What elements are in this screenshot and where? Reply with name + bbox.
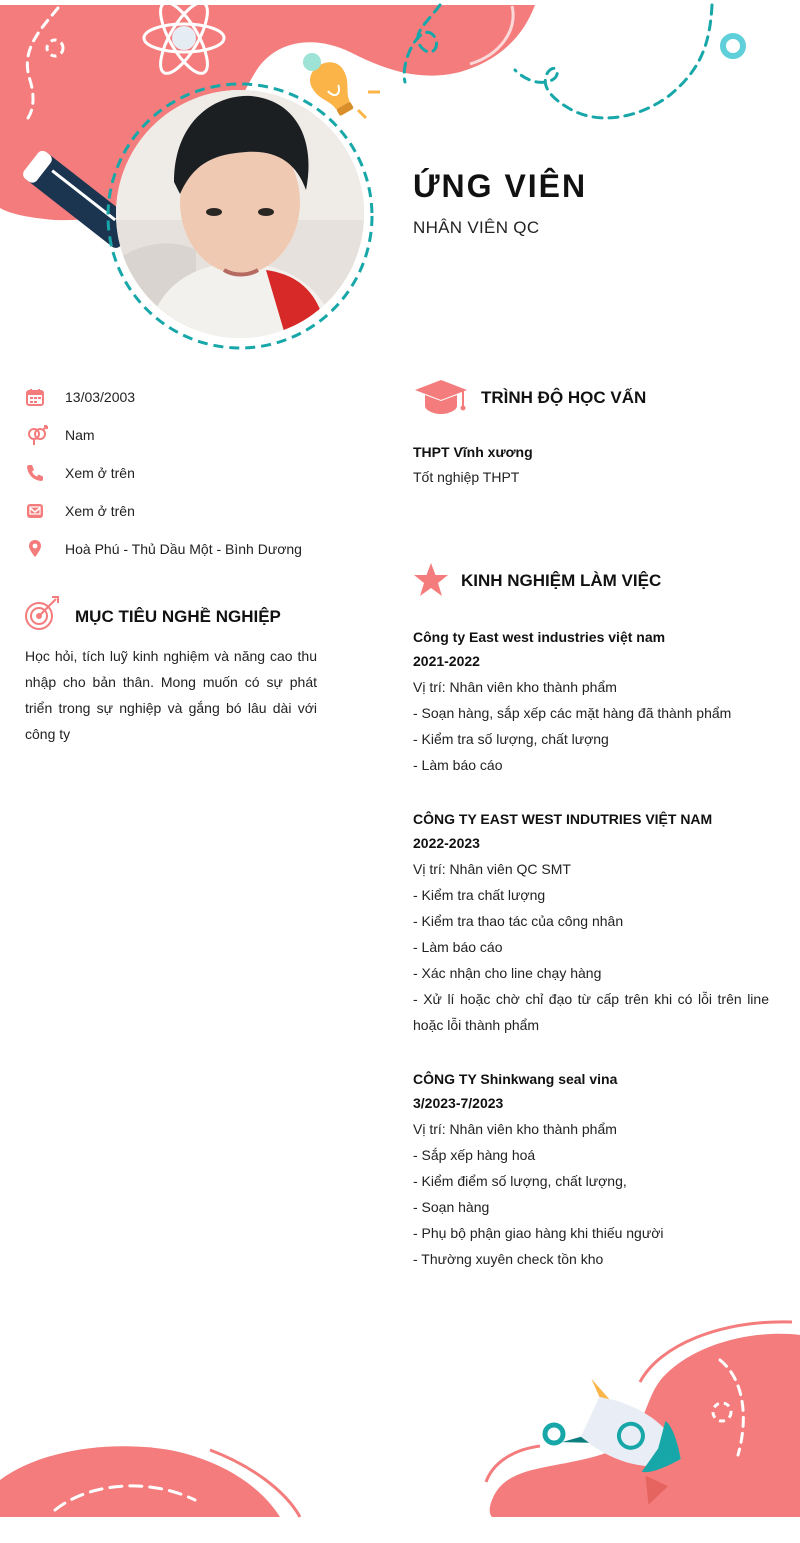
info-value: Xem ở trên: [65, 465, 135, 481]
job-entry-2: [413, 807, 769, 1038]
job-line: - Xử lí hoặc chờ chỉ đạo từ cấp trên khi có lỗi trên line hoặc lỗi thành phẩm: [413, 991, 769, 1033]
job-line: Vị trí: Nhân viên QC SMT: [413, 861, 571, 877]
education-school: THPT Vĩnh xương: [413, 444, 533, 460]
info-value: Xem ở trên: [65, 503, 135, 519]
job-line: - Kiểm điểm số lượng, chất lượng,: [413, 1173, 627, 1189]
location-pin-icon: [25, 537, 65, 561]
education-degree: Tốt nghiệp THPT: [413, 469, 520, 485]
profile-photo: [116, 90, 364, 338]
candidate-name: ỨNG VIÊN: [413, 168, 588, 204]
info-phone: [25, 461, 135, 485]
info-address: [25, 537, 302, 561]
info-value: Nam: [65, 427, 95, 443]
job-line: Vị trí: Nhân viên kho thành phẩm: [413, 679, 617, 695]
bottom-left-blob: [0, 1446, 280, 1517]
job-line: - Làm báo cáo: [413, 757, 503, 773]
job-line: - Làm báo cáo: [413, 939, 503, 955]
job-entry-3: [413, 1067, 769, 1272]
info-birthdate: [25, 385, 135, 409]
bottom-decoration: [0, 1300, 800, 1543]
info-gender: [25, 423, 95, 447]
job-line: Vị trí: Nhân viên kho thành phẩm: [413, 1121, 617, 1137]
objective-title: MỤC TIÊU NGHỀ NGHIỆP: [75, 607, 281, 626]
job-line: - Kiểm tra số lượng, chất lượng: [413, 731, 609, 747]
job-line: - Thường xuyên check tồn kho: [413, 1251, 604, 1267]
job-line: - Phụ bộ phận giao hàng khi thiếu người: [413, 1225, 664, 1241]
email-icon: [25, 499, 65, 523]
info-email: [25, 499, 135, 523]
target-icon: [24, 595, 60, 636]
job-line: - Soạn hàng: [413, 1199, 490, 1215]
job-line: - Xác nhận cho line chạy hàng: [413, 965, 602, 981]
education-title: TRÌNH ĐỘ HỌC VẤN: [481, 388, 647, 407]
gender-icon: [25, 423, 65, 447]
ring-icon: [723, 36, 743, 56]
job-line: - Soạn hàng, sắp xếp các mặt hàng đã thành phẩm: [413, 705, 732, 721]
job-period: 2021-2022: [413, 653, 480, 669]
info-value: Hoà Phú - Thủ Dầu Một - Bình Dương: [65, 541, 302, 557]
job-line: - Sắp xếp hàng hoá: [413, 1147, 536, 1163]
job-period: 3/2023-7/2023: [413, 1095, 504, 1111]
job-line: - Kiểm tra chất lượng: [413, 887, 546, 903]
job-entry-1: [413, 625, 769, 778]
job-company: Công ty East west industries việt nam: [413, 629, 666, 645]
job-line: - Kiểm tra thao tác của công nhân: [413, 913, 624, 929]
info-value: 13/03/2003: [65, 389, 136, 405]
star-icon: [413, 562, 449, 603]
graduation-cap-icon: [413, 378, 469, 423]
job-period: 2022-2023: [413, 835, 480, 851]
phone-icon: [25, 461, 65, 485]
calendar-icon: [25, 385, 65, 409]
job-company: CÔNG TY EAST WEST INDUTRIES VIỆT NAM: [413, 811, 713, 827]
candidate-position: NHÂN VIÊN QC: [413, 218, 540, 237]
objective-text: Học hỏi, tích luỹ kinh nghiệm và năng cao thu nhập cho bản thân. Mong muốn có sự phát triển trong sự nghiệp và gắng bó lâu dài với công ty: [25, 648, 317, 742]
job-company: CÔNG TY Shinkwang seal vina: [413, 1071, 618, 1087]
experience-title: KINH NGHIỆM LÀM VIỆC: [461, 571, 662, 590]
